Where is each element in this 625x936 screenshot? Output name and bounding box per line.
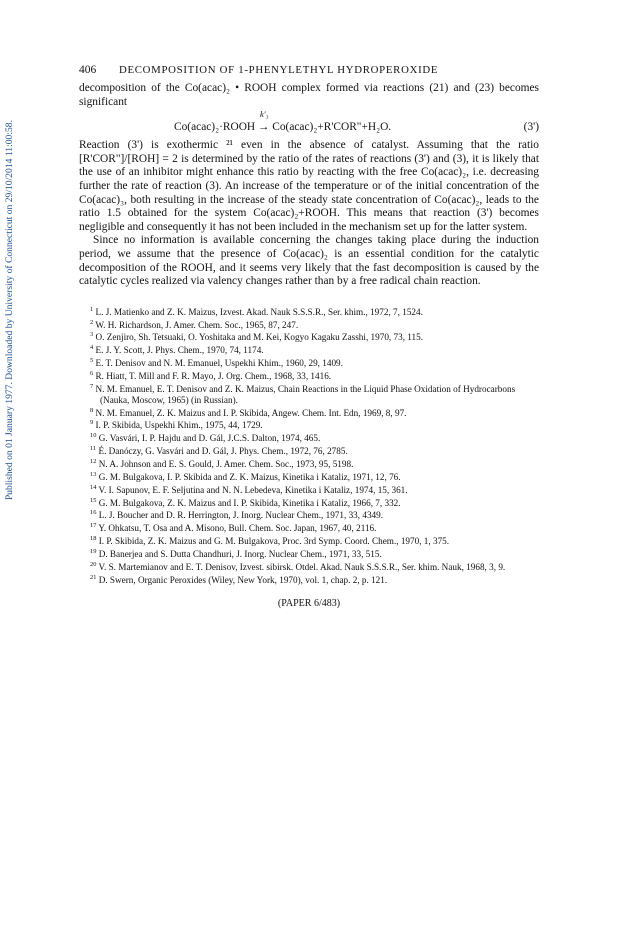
reference-text: D. Swern, Organic Peroxides (Wiley, New York, 1970), vol. 1, chap. 2, p. 121. bbox=[98, 574, 388, 585]
reference-text: E. J. Y. Scott, J. Phys. Chem., 1970, 74, 1174. bbox=[95, 345, 264, 356]
reference-number: 16 bbox=[90, 509, 97, 517]
reference-number: 11 bbox=[90, 445, 97, 453]
reference-item bbox=[90, 330, 539, 343]
reference-item bbox=[90, 431, 539, 444]
reference-number: 18 bbox=[90, 535, 97, 543]
reference-item bbox=[90, 318, 539, 331]
reference-number: 3 bbox=[90, 331, 94, 339]
reference-text: É. Danóczy, G. Vasvári and D. Gál, J. Phys. Chem., 1972, 76, 2785. bbox=[98, 446, 348, 457]
reference-item bbox=[90, 343, 539, 356]
page-header bbox=[79, 62, 539, 78]
reference-text: I. P. Skibida, Uspekhi Khim., 1975, 44, 1729. bbox=[95, 420, 263, 431]
reference-text: O. Zenjiro, Sh. Tetsuaki, O. Yoshitaka and M. Kei, Kogyo Kagaku Zasshi, 1970, 73, 115. bbox=[95, 332, 424, 343]
paragraph-2: Since no information is available concerning the changes taking place during the induction period, we assume that the presence of Co(acac)₂ is an essential condition for the catalytic decomposition of the ROOH, and it seems very likely that the fast decomposition is caused by the catalytic cycles realized via valency changes rather than by a free radical chain reaction. bbox=[79, 234, 539, 288]
reference-item bbox=[90, 470, 539, 483]
intro-text: decomposition of the Co(acac)₂ • ROOH complex formed via reactions (21) and (23) becomes significant bbox=[79, 82, 539, 108]
reference-item bbox=[90, 418, 539, 431]
reference-item bbox=[90, 560, 539, 573]
reference-number: 2 bbox=[90, 318, 94, 326]
running-head: DECOMPOSITION OF 1-PHENYLETHYL HYDROPEROXIDE bbox=[118, 64, 439, 76]
reference-number: 12 bbox=[90, 457, 97, 465]
reference-item bbox=[90, 305, 539, 318]
reference-text: D. Banerjea and S. Dutta Chandhuri, J. Inorg. Nuclear Chem., 1971, 33, 515. bbox=[98, 549, 382, 560]
reference-number: 21 bbox=[90, 573, 97, 581]
equation-number: (3') bbox=[523, 121, 539, 134]
reference-text: N. A. Johnson and E. S. Gould, J. Amer. Chem. Soc., 1973, 95, 5198. bbox=[98, 459, 354, 470]
reference-text: V. S. Martemianov and E. T. Denisov, Izvest. sibirsk. Otdel. Akad. Nauk S.S.S.R., Ser. khim. Nauk, 1968, 3, 9. bbox=[98, 561, 506, 572]
paper-page bbox=[79, 62, 539, 609]
reference-item bbox=[90, 547, 539, 560]
reference-number: 13 bbox=[90, 470, 97, 478]
reference-number: 6 bbox=[90, 370, 94, 378]
reference-number: 19 bbox=[90, 547, 97, 555]
equation-rate-constant: k'₃ bbox=[260, 109, 269, 120]
paragraph-1: Reaction (3') is exothermic ²¹ even in the absence of catalyst. Assuming that the ratio [R'COR"]/[ROH] = 2 is determined by the ratio of the rates of reactions (3') and (3), it is likely that the use of an inhibitor might enhance this ratio by reacting with the free Co(acac)₂, i.e. decreasing further the rate of reaction (3). An increase of the temperature or of the initial concentration of the Co(acac)₃, both resulting in the increase of the steady state concentration of Co(acac)₂, leads to the ratio 1.5 obtained for the system Co(acac)₂+ROOH. This means that reaction (3') becomes negligible and consequently it has not been included in the mechanism set up for the latter system. bbox=[79, 139, 539, 233]
reference-number: 17 bbox=[90, 522, 97, 530]
reference-number: 8 bbox=[90, 406, 94, 414]
reference-text: E. T. Denisov and N. M. Emanuel, Uspekhi Khim., 1960, 29, 1409. bbox=[95, 358, 343, 369]
reference-number: 10 bbox=[90, 432, 97, 440]
reference-text: G. Vasvári, I. P. Hajdu and D. Gál, J.C.S. Dalton, 1974, 465. bbox=[98, 433, 321, 444]
reference-item bbox=[90, 369, 539, 382]
reference-text: N. M. Emanuel, E. T. Denisov and Z. K. Maizus, Chain Reactions in the Liquid Phase Oxidation of Hydrocarbons (Nauka, Moscow, 1965) (in Russian). bbox=[95, 383, 516, 405]
reference-item bbox=[90, 457, 539, 470]
reference-item bbox=[90, 521, 539, 534]
reference-number: 4 bbox=[90, 344, 94, 352]
download-watermark-text: Published on 01 January 1977. Downloaded by University of Connecticut on 29/10/2014 11:00:58. bbox=[4, 120, 15, 501]
reference-number: 14 bbox=[90, 483, 97, 491]
reference-item bbox=[90, 496, 539, 509]
paper-footer: (PAPER 6/483) bbox=[277, 597, 341, 609]
reference-item bbox=[90, 356, 539, 369]
reference-item bbox=[90, 573, 539, 586]
equation-3prime bbox=[79, 109, 539, 139]
reference-text: Y. Ohkatsu, T. Osa and A. Misono, Bull. Chem. Soc. Japan, 1967, 40, 2116. bbox=[98, 523, 377, 534]
reference-number: 1 bbox=[90, 305, 94, 313]
reference-item bbox=[90, 534, 539, 547]
reference-text: G. M. Bulgakova, I. P. Skibida and Z. K. Maizus, Kinetika i Kataliz, 1971, 12, 76. bbox=[98, 471, 401, 482]
reference-text: V. I. Sapunov, E. F. Seljutina and N. N. Lebedeva, Kinetika i Kataliz, 1974, 15, 361. bbox=[98, 484, 408, 495]
reference-item bbox=[90, 508, 539, 521]
page-number: 406 bbox=[79, 64, 97, 76]
reference-text: L. J. Boucher and D. R. Herrington, J. Inorg. Nuclear Chem., 1971, 33, 4349. bbox=[98, 510, 384, 521]
reference-item bbox=[90, 406, 539, 419]
reference-item bbox=[90, 483, 539, 496]
reference-text: N. M. Emanuel, Z. K. Maizus and I. P. Skibida, Angew. Chem. Int. Edn, 1969, 8, 97. bbox=[95, 407, 407, 418]
reference-text: R. Hiatt, T. Mill and F. R. Mayo, J. Org. Chem., 1968, 33, 1416. bbox=[95, 371, 332, 382]
reference-number: 15 bbox=[90, 496, 97, 504]
reference-number: 20 bbox=[90, 560, 97, 568]
reference-item bbox=[90, 444, 539, 457]
reference-number: 5 bbox=[90, 357, 94, 365]
reference-text: G. M. Bulgakova, Z. K. Maizus and I. P. Skibida, Kinetika i Kataliz, 1966, 7, 332. bbox=[98, 497, 401, 508]
reference-text: L. J. Matienko and Z. K. Maizus, Izvest. Akad. Nauk S.S.S.R., Ser. khim., 1972, 7, 1524. bbox=[95, 306, 423, 317]
reference-item bbox=[90, 382, 539, 406]
download-watermark bbox=[3, 120, 17, 640]
reference-text: I. P. Skibida, Z. K. Maizus and G. M. Bulgakova, Proc. 3rd Symp. Coord. Chem., 1970, 1, 375. bbox=[98, 536, 450, 547]
reference-number: 7 bbox=[90, 382, 94, 390]
reference-text: W. H. Richardson, J. Amer. Chem. Soc., 1965, 87, 247. bbox=[95, 319, 299, 330]
equation-text: Co(acac)₂·ROOH → Co(acac)₂+R'COR"+H₂O. bbox=[174, 121, 392, 134]
reference-number: 9 bbox=[90, 419, 94, 427]
reference-list bbox=[79, 305, 539, 586]
